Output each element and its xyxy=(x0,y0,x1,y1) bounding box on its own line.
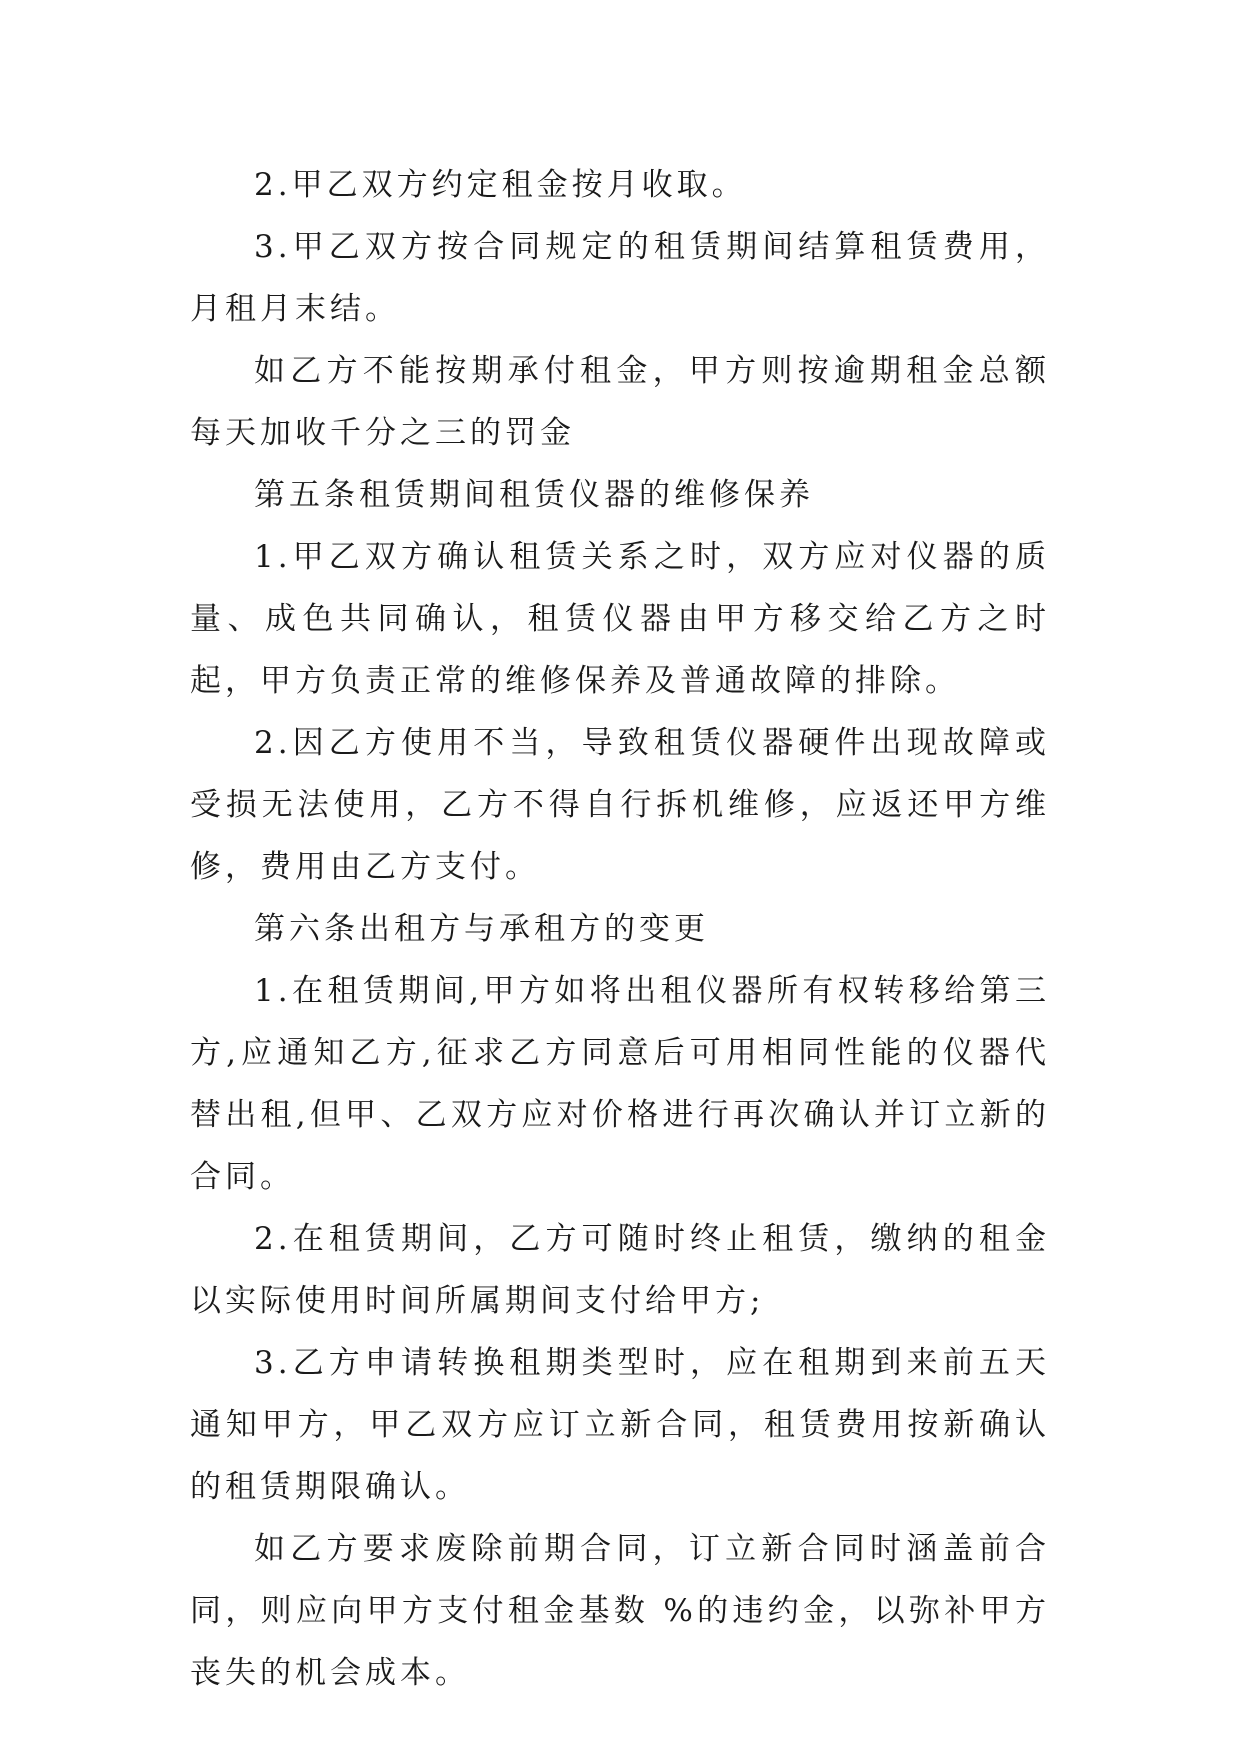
paragraph-change-2: 2.在租赁期间，乙方可随时终止租赁，缴纳的租金以实际使用时间所属期间支付给甲方; xyxy=(190,1221,1050,1319)
paragraph-cancellation-penalty: 如乙方要求废除前期合同，订立新合同时涵盖前合同，则应向甲方支付租金基数 %的违约金，以弥补甲方丧失的机会成本。 xyxy=(190,1531,1050,1691)
heading-article-five: 第五条租赁期间租赁仪器的维修保养 xyxy=(254,477,814,513)
paragraph-maintenance-2: 2.因乙方使用不当，导致租赁仪器硬件出现故障或受损无法使用，乙方不得自行拆机维修，应返还甲方维修，费用由乙方支付。 xyxy=(190,725,1050,885)
paragraph-maintenance-1: 1.甲乙双方确认租赁关系之时，双方应对仪器的质量、成色共同确认，租赁仪器由甲方移交给乙方之时起，甲方负责正常的维修保养及普通故障的排除。 xyxy=(190,539,1050,699)
paragraph-rent-monthly: 2.甲乙双方约定租金按月收取。 xyxy=(254,167,747,203)
document-body xyxy=(190,154,1050,1704)
paragraph-change-3: 3.乙方申请转换租期类型时，应在租期到来前五天通知甲方，甲乙双方应订立新合同，租赁费用按新确认的租赁期限确认。 xyxy=(190,1345,1050,1505)
paragraph-late-penalty: 如乙方不能按期承付租金，甲方则按逾期租金总额每天加收千分之三的罚金 xyxy=(190,353,1050,451)
paragraph-settlement: 3.甲乙双方按合同规定的租赁期间结算租赁费用，月租月末结。 xyxy=(190,229,1050,327)
paragraph-change-1: 1.在租赁期间,甲方如将出租仪器所有权转移给第三方,应通知乙方,征求乙方同意后可用相同性能的仪器代替出租,但甲、乙双方应对价格进行再次确认并订立新的合同。 xyxy=(190,973,1050,1195)
heading-article-six: 第六条出租方与承租方的变更 xyxy=(254,911,709,947)
